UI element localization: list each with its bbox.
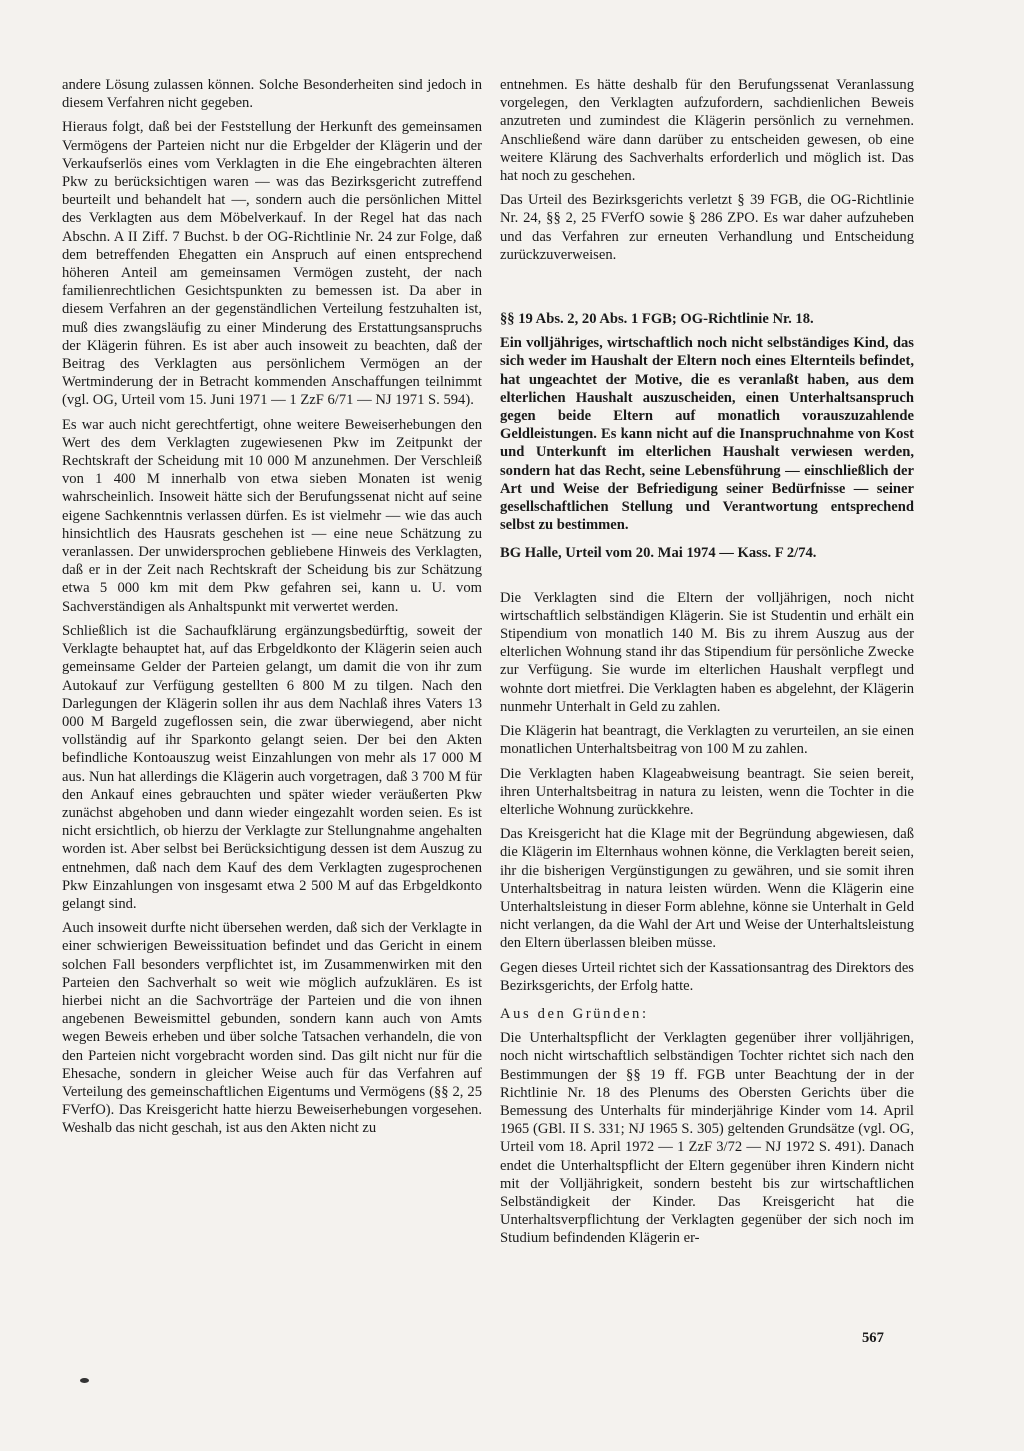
left-column [62, 76, 482, 1138]
paragraph: Schließlich ist die Sachaufklärung ergänzungsbedürftig, soweit der Verklagte behauptet hat, auf das Erbgeldkonto der Klägerin seien auch gemeinsame Gelder der Parteien gelangt, um damit die von ihr zum Autokauf zur Verfügung gestellten 6 800 M zu tilgen. Nach den Darlegungen der Klägerin sollen ihr aus dem Nachlaß ihres Vaters 13 000 M Bargeld zugeflossen sein, die zwar überwiegend, aber nicht vollständig auf ihr Sparkonto gelangt seien. Der bei den Akten befindliche Kontoauszug weist Einzahlungen von mehr als 17 000 M aus. Nun hat allerdings die Klägerin auch vorgetragen, daß 3 700 M für den Ankauf eines gebrauchten und später wieder veräußerten Pkw zunächst abgehoben und dann wieder eingezahlt worden seien. Es ist nicht ersichtlich, ob hierzu der Verklagte zur Stellungnahme angehalten worden ist. Aber selbst bei Berücksichtigung dessen ist dem Auszug zu entnehmen, daß nach dem Kauf des dem Verklagten zugesprochenen Pkw Einzahlungen von insgesamt etwa 2 500 M auf das Erbgeldkonto gelangt sind. [62, 622, 482, 912]
paragraph: Die Klägerin hat beantragt, die Verklagten zu verurteilen, an sie einen monatlichen Unterhaltsbeitrag von 100 M zu zahlen. [500, 723, 914, 758]
right-column [500, 76, 914, 1248]
section-heading: Aus den Gründen: [500, 1005, 649, 1022]
paragraph: Gegen dieses Urteil richtet sich der Kassationsantrag des Direktors des Bezirksgerichts, der Erfolg hatte. [500, 959, 914, 994]
paragraph: Die Verklagten sind die Eltern der volljährigen, noch nicht wirtschaftlich selbständigen Klägerin. Sie ist Studentin und erhält ein Stipendium von monatlich 140 M. Bis zu ihrem Auszug aus der elterlichen Wohnung stand ihr das Stipendium für persönliche Zwecke zur Verfügung. Sie wurde im elterlichen Haushalt verpflegt und wohnte dort mietfrei. Die Verklagten haben es abgelehnt, der Klägerin nunmehr Unterhalt in Geld zu zahlen. [500, 589, 914, 715]
paragraph: Es war auch nicht gerechtfertigt, ohne weitere Beweiserhebungen den Wert des dem Verklagten zugewiesenen Pkw im Zeitpunkt der Rechtskraft der Scheidung mit 10 000 M anzunehmen. Der Verschleiß von 1 400 M innerhalb von etwa sieben Monaten ist wenig wahrscheinlich. Insoweit hätte sich der Berufungssenat nicht auf seine eigene Sachkenntnis verlassen dürfen. Es ist vielmehr — wie das auch hinsichtlich des Hausrats geschehen ist — eine neue Schätzung zu veranlassen. Der unwidersprochen gebliebene Hinweis des Verklagten, daß er in der Zeit nach Rechtskraft der Scheidung bis zur Schätzung etwa 5 000 km mit dem Pkw gefahren sei, kann u. U. vom Sachverständigen als Anhaltspunkt mit verwertet werden. [62, 416, 482, 615]
paragraph: Die Verklagten haben Klageabweisung beantragt. Sie seien bereit, ihren Unterhaltsbeitrag in natura zu leisten, wenn die Tochter in die elterliche Wohnung zurückkehre. [500, 765, 914, 818]
paragraph: Auch insoweit durfte nicht übersehen werden, daß sich der Verklagte in einer schwierigen Beweissituation befindet und das Gericht in einem solchen Fall besonders verpflichtet ist, im Zusammenwirken mit den Parteien den Sachverhalt so weit wie möglich aufzuklären. Es ist hierbei nicht an die Sachvorträge der Parteien und die von ihnen angebenen Beweismittel gebunden, sondern kann auch von Amts wegen Beweis erheben und über solche Tatsachen verhandeln, die von den Parteien nicht vorgebracht worden sind. Das gilt nicht nur für die Ehesache, sondern in gleicher Weise auch für das Verfahren auf Verteilung des gemeinschaftlichen Eigentums und Vermögens (§§ 2, 25 FVerfO). Das Kreisgericht hatte hierzu Beweiserhebungen vorgesehen. Weshalb das nicht geschah, ist aus den Akten nicht zu [62, 920, 482, 1137]
paragraph: Hieraus folgt, daß bei der Feststellung der Herkunft des gemeinsamen Vermögens der Parteien nicht nur die Erbgelder der Klägerin und der Verkaufserlös eines vom Verklagten in die Ehe eingebrachten älteren Pkw zu berücksichtigen waren — was das Bezirksgericht zutreffend beurteilt und behandelt hat —, sondern auch die persönlichen Mittel des Verklagten aus dem Möbelverkauf. In der Regel hat das nach Abschn. A II Ziff. 7 Buchst. b der OG-Richtlinie Nr. 24 zur Folge, daß dem betreffenden Ehegatten ein Anspruch auf einen entsprechend höheren Anteil am gemeinsamen Vermögen zusteht, der nach familienrechtlichen Gesichtspunkten zu bemessen ist. Da aber in diesem Verfahren an der gegenständlichen Verteilung festzuhalten ist, muß dies zwangsläufig zu einer Minderung des Erstattungsanspruchs der Klägerin führen. Es ist aber auch insoweit zu beachten, daß der Beitrag des Verklagten aus persönlichem Vermögen an der Wertminderung der in Betracht kommenden Anschaffungen teilnimmt (vgl. OG, Urteil vom 15. Juni 1971 — 1 ZzF 6/71 — NJ 1971 S. 594). [62, 119, 482, 409]
paragraph: Die Unterhaltspflicht der Verklagten gegenüber ihrer volljährigen, noch nicht wirtschaftlich selbständigen Tochter richtet sich nach den Bestimmungen der §§ 19 ff. FGB unter Beachtung der in der Richtlinie Nr. 18 des Plenums des Obersten Gerichts über die Bemessung des Unterhalts für minderjährige Kinder vom 14. April 1965 (GBl. II S. 331; NJ 1965 S. 305) geltenden Grundsätze (vgl. OG, Urteil vom 18. April 1972 — 1 ZzF 3/72 — NJ 1972 S. 491). Danach endet die Unterhaltspflicht der Eltern gegenüber ihren Kindern nicht mit der Volljährigkeit, sondern besteht bis zur wirtschaftlichen Selbständigkeit der Kinder. Das Kreisgericht hat die Unterhaltsverpflichtung der Verklagten gegenüber der sich noch im Studium befindenden Klägerin er- [500, 1030, 914, 1247]
court-citation: BG Halle, Urteil vom 20. Mai 1974 — Kass. F 2/74. [500, 545, 817, 562]
paragraph: Das Kreisgericht hat die Klage mit der Begründung abgewiesen, daß die Klägerin im Elternhaus wohnen könne, die Verklagten bereit seien, ihr die bisherigen Vergünstigungen zu gewähren, und sie somit ihren Unterhaltsbeitrag in natura leisten würden. Wenn die Klägerin eine Unterhaltsleistung in dieser Form ablehne, könne sie Unterhalt in Geld nicht verlangen, da die Wahl der Art und Weise der Unterhaltsleistung den Eltern überlassen bleiben müsse. [500, 826, 914, 952]
paragraph: Das Urteil des Bezirksgerichts verletzt § 39 FGB, die OG-Richtlinie Nr. 24, §§ 2, 25 FVerfO sowie § 286 ZPO. Es war daher aufzuheben und das Verfahren zur erneuten Verhandlung und Entscheidung zurückzuverweisen. [500, 192, 914, 263]
headnote: Ein volljähriges, wirtschaftlich noch nicht selbständiges Kind, das sich weder im Haushalt der Eltern noch eines Elternteils befindet, hat ungeachtet der Motive, die es veranlaßt haben, aus dem elterlichen Haushalt auszuscheiden, einen Unterhaltsanspruch gegen beide Eltern auf monatlich vorauszuzahlende Geldleistungen. Es kann nicht auf die Inanspruchnahme von Kost und Unterkunft im elterlichen Haushalt verwiesen werden, sondern hat das Recht, seine Lebensführung — einschließlich der Art und Weise der Befriedigung seiner Bedürfnisse — seiner gesellschaftlichen Stellung und Verantwortung entsprechend selbst zu bestimmen. [500, 335, 914, 534]
page-number: 567 [862, 1330, 884, 1346]
paragraph: andere Lösung zulassen können. Solche Besonderheiten sind jedoch in diesem Verfahren nicht gegeben. [62, 77, 482, 112]
statute-heading: §§ 19 Abs. 2, 20 Abs. 1 FGB; OG-Richtlinie Nr. 18. [500, 311, 814, 328]
paragraph: entnehmen. Es hätte deshalb für den Berufungssenat Veranlassung vorgelegen, den Verklagten aufzufordern, sachdienlichen Beweis anzutreten und zumindest die Klägerin persönlich zu vernehmen. Anschließend wäre dann darüber zu entscheiden gewesen, ob eine weitere Klärung des Sachverhalts erforderlich und möglich ist. Das hat noch zu geschehen. [500, 77, 914, 185]
ink-speck [80, 1378, 89, 1383]
